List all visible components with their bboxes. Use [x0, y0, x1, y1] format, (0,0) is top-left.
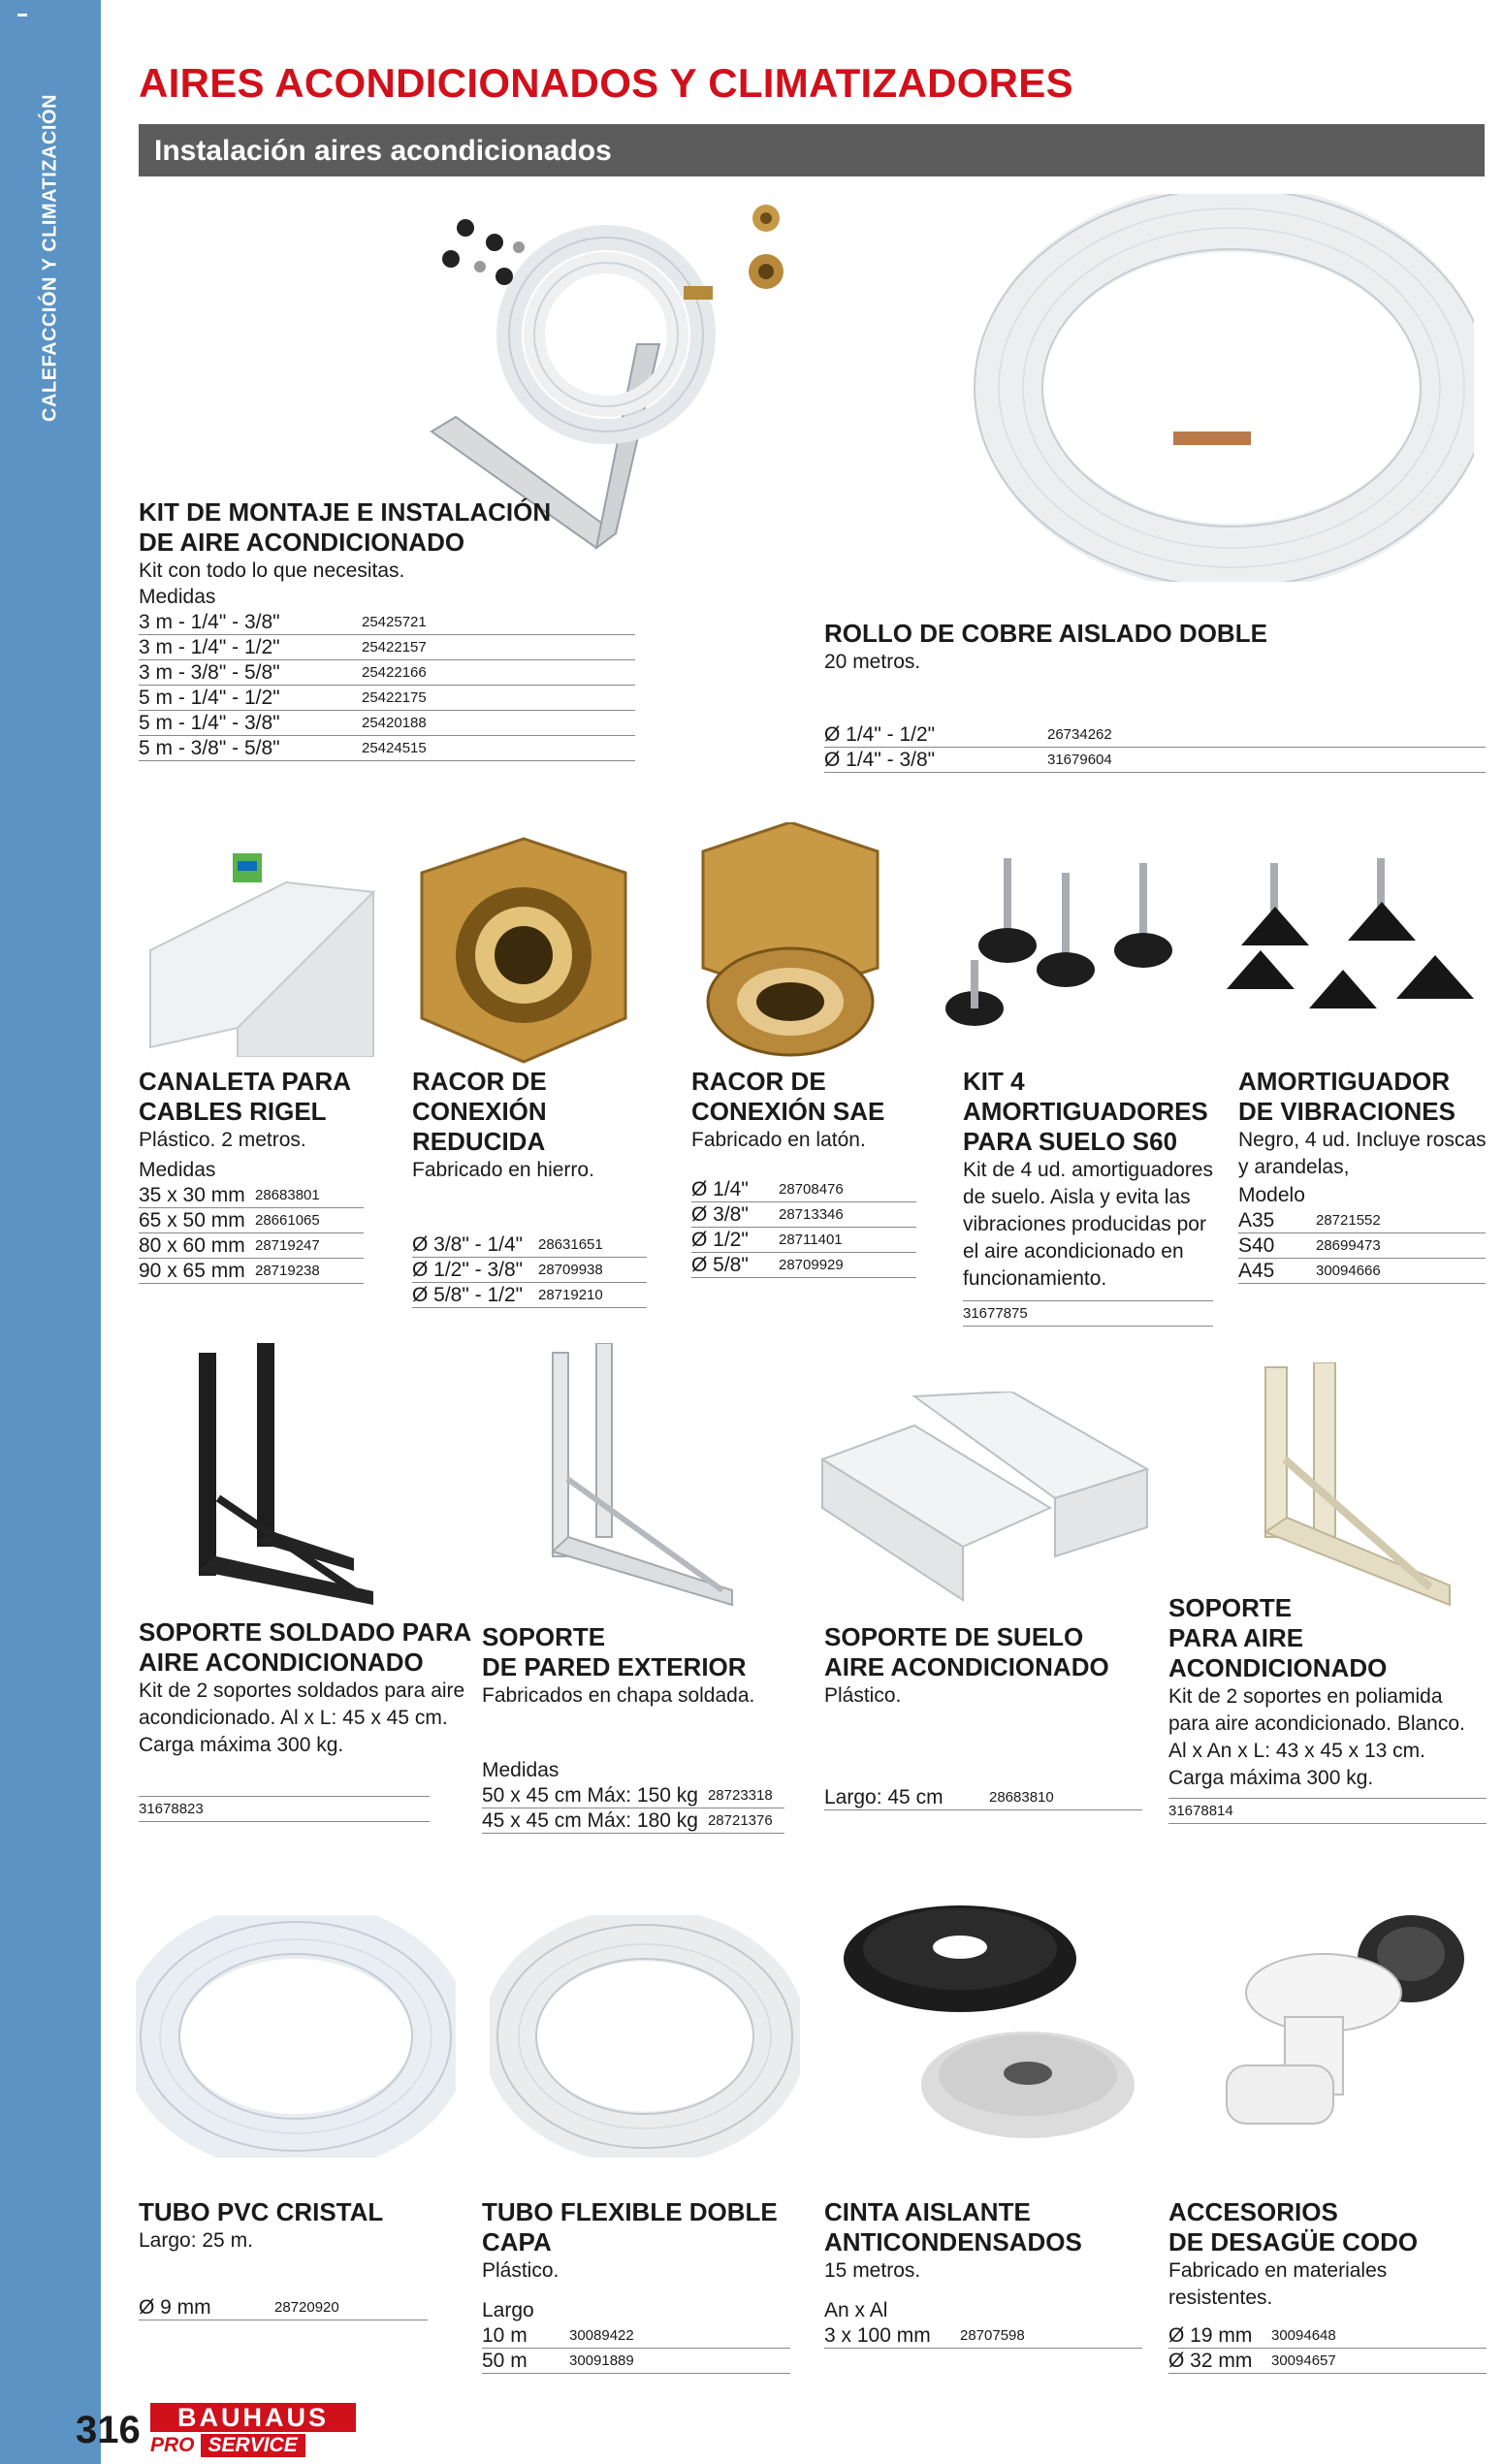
table-row — [412, 1258, 647, 1283]
product-size: 90 x 65 mm — [139, 1259, 249, 1284]
table-row — [482, 1783, 784, 1808]
product-title: AMORTIGUADORES — [963, 1097, 1208, 1126]
spec-table — [691, 1177, 916, 1278]
product-code: 25420188 — [356, 711, 635, 736]
product-size: Ø 1/2" - 3/8" — [412, 1258, 532, 1283]
product-code: 28713346 — [773, 1202, 916, 1228]
table-row — [139, 1183, 364, 1208]
product-size: Largo: 45 cm — [824, 1785, 983, 1810]
product-code: 28721376 — [702, 1808, 784, 1834]
logo-subline — [150, 2434, 356, 2457]
product-description: acondicionado. Al x L: 45 x 45 cm. — [139, 1707, 448, 1729]
flexible-tube-image — [490, 1915, 800, 2158]
table-row — [824, 2323, 1142, 2349]
product-code: 30089422 — [563, 2323, 790, 2349]
product-description: Fabricado en latón. — [691, 1129, 866, 1151]
table-row — [1168, 2323, 1487, 2349]
product-size: 50 x 45 cm Máx: 150 kg — [482, 1783, 702, 1808]
product-reduced-fitting — [412, 1067, 655, 1308]
table-row — [482, 2323, 790, 2349]
table-row — [824, 722, 1486, 748]
product-title: CANALETA PARA — [139, 1067, 352, 1096]
product-code: 25424515 — [356, 736, 635, 761]
product-size: A35 — [1238, 1208, 1310, 1233]
product-size: 5 m - 3/8" - 5/8" — [139, 736, 356, 761]
logo-pro: PRO — [150, 2434, 195, 2456]
product-code: 28721552 — [1310, 1208, 1486, 1233]
product-code: 28707598 — [954, 2323, 1142, 2349]
product-size: Ø 5/8" — [691, 1253, 773, 1278]
table-row — [482, 2349, 790, 2374]
product-description: Kit de 2 soportes en poliamida — [1168, 1685, 1443, 1708]
table-row — [412, 1232, 647, 1258]
exterior-wall-bracket-image — [538, 1343, 752, 1615]
product-title: RACOR DE — [412, 1067, 547, 1096]
product-code: 25422175 — [356, 686, 635, 711]
product-size: 35 x 30 mm — [139, 1183, 249, 1208]
product-code: 28719247 — [249, 1233, 364, 1259]
bauhaus-logo — [150, 2403, 356, 2457]
table-row — [691, 1202, 916, 1228]
product-code: 28631651 — [532, 1232, 647, 1258]
product-code: 28709938 — [532, 1258, 647, 1283]
product-code: 30094648 — [1265, 2323, 1487, 2349]
product-description: funcionamiento. — [963, 1267, 1107, 1290]
product-size: 5 m - 1/4" - 1/2" — [139, 686, 356, 711]
product-size: Ø 1/4" — [691, 1177, 773, 1202]
product-description: Negro, 4 ud. Incluye roscas — [1238, 1129, 1487, 1151]
dampers-kit-image — [936, 853, 1188, 1057]
product-code: 28661065 — [249, 1208, 364, 1233]
table-row — [139, 686, 635, 711]
product-code: 28708476 — [773, 1177, 916, 1202]
product-description: Fabricados en chapa soldada. — [482, 1684, 755, 1707]
product-copper-roll — [824, 619, 1486, 773]
section-title: Instalación aires acondicionados — [154, 135, 612, 167]
product-description: Kit con todo lo que necesitas. — [139, 560, 405, 582]
table-row — [139, 635, 635, 660]
product-title: DE VIBRACIONES — [1238, 1097, 1455, 1126]
table-row — [139, 2295, 428, 2320]
table-row — [139, 610, 635, 635]
product-code: 28699473 — [1310, 1233, 1486, 1259]
table-row — [1238, 1208, 1486, 1233]
sidebar-category-label: CALEFACCIÓN Y CLIMATIZACIÓN — [39, 94, 61, 422]
spec-table — [139, 2295, 428, 2320]
product-size: 80 x 60 mm — [139, 1233, 249, 1259]
product-size: 3 m - 3/8" - 5/8" — [139, 660, 356, 686]
product-description: 20 metros. — [824, 651, 921, 673]
product-code: 31678823 — [139, 1796, 430, 1822]
spec-label: Medidas — [139, 586, 216, 608]
table-row — [691, 1177, 916, 1202]
product-title: KIT 4 — [963, 1067, 1025, 1096]
product-code: 28683810 — [983, 1785, 1142, 1810]
product-size: 65 x 50 mm — [139, 1208, 249, 1233]
reduced-fitting-image — [402, 834, 645, 1067]
pvc-tube-image — [136, 1915, 456, 2158]
page-number: 316 — [76, 2409, 141, 2451]
product-title: TUBO PVC CRISTAL — [139, 2197, 384, 2226]
spec-table — [824, 1785, 1142, 1810]
product-exterior-wall-bracket — [482, 1622, 792, 1834]
table-row — [1168, 2349, 1487, 2374]
table-row — [482, 1808, 784, 1834]
product-code: 28719238 — [249, 1259, 364, 1284]
product-title: SOPORTE DE SUELO — [824, 1622, 1084, 1651]
product-size: Ø 32 mm — [1168, 2349, 1265, 2374]
spec-label: An x Al — [824, 2299, 888, 2321]
section-header — [139, 124, 1485, 176]
product-code: 25422166 — [356, 660, 635, 686]
table-row — [139, 660, 635, 686]
product-welded-bracket — [139, 1617, 478, 1822]
product-floor-dampers-kit — [963, 1067, 1215, 1327]
product-size: 5 m - 1/4" - 3/8" — [139, 711, 356, 736]
product-title: PARA SUELO S60 — [963, 1127, 1178, 1156]
product-title: TUBO FLEXIBLE DOBLE CAPA — [482, 2197, 778, 2256]
product-size: 3 m - 1/4" - 1/2" — [139, 635, 356, 660]
product-title: DE PARED EXTERIOR — [482, 1652, 747, 1681]
product-size: 50 m — [482, 2349, 563, 2374]
product-description: Largo: 25 m. — [139, 2229, 253, 2252]
product-mounting-kit — [139, 497, 635, 761]
table-row — [691, 1228, 916, 1253]
product-title: ANTICONDENSADOS — [824, 2227, 1082, 2256]
sae-fitting-image — [688, 822, 892, 1065]
product-title: CONEXIÓN SAE — [691, 1097, 885, 1126]
product-size: S40 — [1238, 1233, 1310, 1259]
sidebar-dash — [17, 14, 27, 16]
spec-table — [1168, 2323, 1487, 2374]
product-description: el aire acondicionado en — [963, 1240, 1184, 1263]
product-vibration-damper — [1238, 1067, 1488, 1284]
product-title: ACONDICIONADO — [1168, 1653, 1388, 1682]
product-ac-bracket — [1168, 1593, 1488, 1824]
table-row — [691, 1253, 916, 1278]
product-code: 30091889 — [563, 2349, 790, 2374]
floor-stand-image — [817, 1392, 1152, 1615]
category-sidebar — [0, 0, 101, 2464]
product-size: Ø 9 mm — [139, 2295, 269, 2320]
product-code: 31677875 — [963, 1300, 1213, 1327]
product-description: y arandelas, — [1238, 1156, 1350, 1178]
product-description: Plástico. — [482, 2259, 560, 2282]
product-title: ACCESORIOS — [1168, 2197, 1338, 2226]
product-description: de suelo. Aisla y evita las — [963, 1186, 1191, 1208]
product-drain-elbow — [1168, 2197, 1488, 2374]
product-size: Ø 3/8" — [691, 1202, 773, 1228]
product-description: para aire acondicionado. Blanco. — [1168, 1712, 1465, 1735]
table-row — [139, 1233, 364, 1259]
product-description: Fabricado en materiales resistentes. — [1168, 2259, 1388, 2309]
product-size: 3 m - 1/4" - 3/8" — [139, 610, 356, 635]
product-code: 28720920 — [269, 2295, 428, 2320]
table-row — [139, 711, 635, 736]
ac-bracket-image — [1217, 1362, 1459, 1615]
product-description: Plástico. — [824, 1684, 902, 1707]
product-cable-duct — [139, 1067, 371, 1284]
product-size: 3 x 100 mm — [824, 2323, 954, 2349]
product-code: 28709929 — [773, 1253, 916, 1278]
product-title: SOPORTE SOLDADO PARA — [139, 1617, 472, 1647]
spec-table — [1238, 1208, 1486, 1284]
copper-roll-image — [970, 194, 1474, 582]
product-size: 10 m — [482, 2323, 563, 2349]
insulating-tape-image — [834, 1891, 1144, 2153]
product-size: Ø 19 mm — [1168, 2323, 1265, 2349]
product-title: CONEXIÓN REDUCIDA — [412, 1097, 547, 1156]
product-code: 28711401 — [773, 1228, 916, 1253]
spec-table — [139, 1183, 364, 1284]
table-row — [1238, 1233, 1486, 1259]
page-title: AIRES ACONDICIONADOS Y CLIMATIZADORES — [139, 60, 1073, 106]
product-title: CINTA AISLANTE — [824, 2197, 1031, 2226]
product-size: A45 — [1238, 1259, 1310, 1284]
product-title: DE DESAGÜE CODO — [1168, 2227, 1419, 2256]
product-code: 31679604 — [1041, 748, 1486, 773]
product-title: AIRE ACONDICIONADO — [824, 1652, 1109, 1681]
product-sae-fitting — [691, 1067, 924, 1278]
product-size: 45 x 45 cm Máx: 180 kg — [482, 1808, 702, 1834]
product-description: Carga máxima 300 kg. — [139, 1734, 344, 1756]
table-row — [139, 1208, 364, 1233]
product-code: 28723318 — [702, 1783, 784, 1808]
product-description: Plástico. 2 metros. — [139, 1129, 306, 1151]
product-description: Carga máxima 300 kg. — [1168, 1767, 1374, 1789]
spec-label: Medidas — [139, 1159, 216, 1181]
product-size: Ø 1/4" - 1/2" — [824, 722, 1041, 748]
product-title: PARA AIRE — [1168, 1623, 1304, 1652]
product-code: 28683801 — [249, 1183, 364, 1208]
product-description: Kit de 2 soportes soldados para aire — [139, 1680, 465, 1702]
drain-elbow-image — [1188, 1901, 1479, 2153]
product-size: Ø 1/2" — [691, 1228, 773, 1253]
spec-table — [412, 1232, 647, 1308]
product-title: SOPORTE — [1168, 1593, 1293, 1622]
product-title: RACOR DE — [691, 1067, 826, 1096]
product-description: vibraciones producidas por — [963, 1213, 1206, 1235]
product-title: CABLES RIGEL — [139, 1097, 327, 1126]
product-code: 28719210 — [532, 1283, 647, 1308]
table-row — [1238, 1259, 1486, 1284]
product-title: KIT DE MONTAJE E INSTALACIÓN — [139, 497, 552, 527]
product-title: AMORTIGUADOR — [1238, 1067, 1451, 1096]
product-pvc-tube — [139, 2197, 430, 2320]
product-description: Kit de 4 ud. amortiguadores — [963, 1159, 1213, 1181]
spec-table — [482, 1783, 784, 1834]
product-code: 30094657 — [1265, 2349, 1487, 2374]
product-size: Ø 1/4" - 3/8" — [824, 748, 1041, 773]
spec-label: Medidas — [482, 1759, 560, 1781]
product-insulating-tape — [824, 2197, 1144, 2349]
product-size: Ø 3/8" - 1/4" — [412, 1232, 532, 1258]
product-size: Ø 5/8" - 1/2" — [412, 1283, 532, 1308]
welded-bracket-image — [179, 1343, 393, 1615]
vibration-dampers-image — [1217, 853, 1479, 1047]
spec-table — [824, 2323, 1142, 2349]
cable-duct-image — [141, 834, 383, 1057]
product-description: 15 metros. — [824, 2259, 921, 2282]
product-code: 31678814 — [1168, 1798, 1487, 1824]
table-row — [824, 1785, 1142, 1810]
product-code: 26734262 — [1041, 722, 1486, 748]
product-floor-stand — [824, 1622, 1144, 1810]
spec-label: Largo — [482, 2299, 534, 2321]
table-row — [824, 748, 1486, 773]
product-code: 25425721 — [356, 610, 635, 635]
product-title: SOPORTE — [482, 1622, 606, 1651]
spec-table — [824, 722, 1486, 773]
product-title: DE AIRE ACONDICIONADO — [139, 528, 465, 557]
table-row — [139, 736, 635, 761]
table-row — [139, 1259, 364, 1284]
spec-table — [139, 610, 635, 761]
product-code: 25422157 — [356, 635, 635, 660]
spec-table — [482, 2323, 790, 2374]
logo-service: SERVICE — [201, 2434, 305, 2457]
logo-brand: BAUHAUS — [150, 2403, 356, 2432]
product-title: ROLLO DE COBRE AISLADO DOBLE — [824, 619, 1267, 648]
product-flexible-tube — [482, 2197, 802, 2374]
product-title: AIRE ACONDICIONADO — [139, 1648, 424, 1677]
product-code: 30094666 — [1310, 1259, 1486, 1284]
spec-label: Modelo — [1238, 1184, 1305, 1206]
product-description: Fabricado en hierro. — [412, 1159, 594, 1181]
product-description: Al x An x L: 43 x 45 x 13 cm. — [1168, 1740, 1425, 1762]
table-row — [412, 1283, 647, 1308]
